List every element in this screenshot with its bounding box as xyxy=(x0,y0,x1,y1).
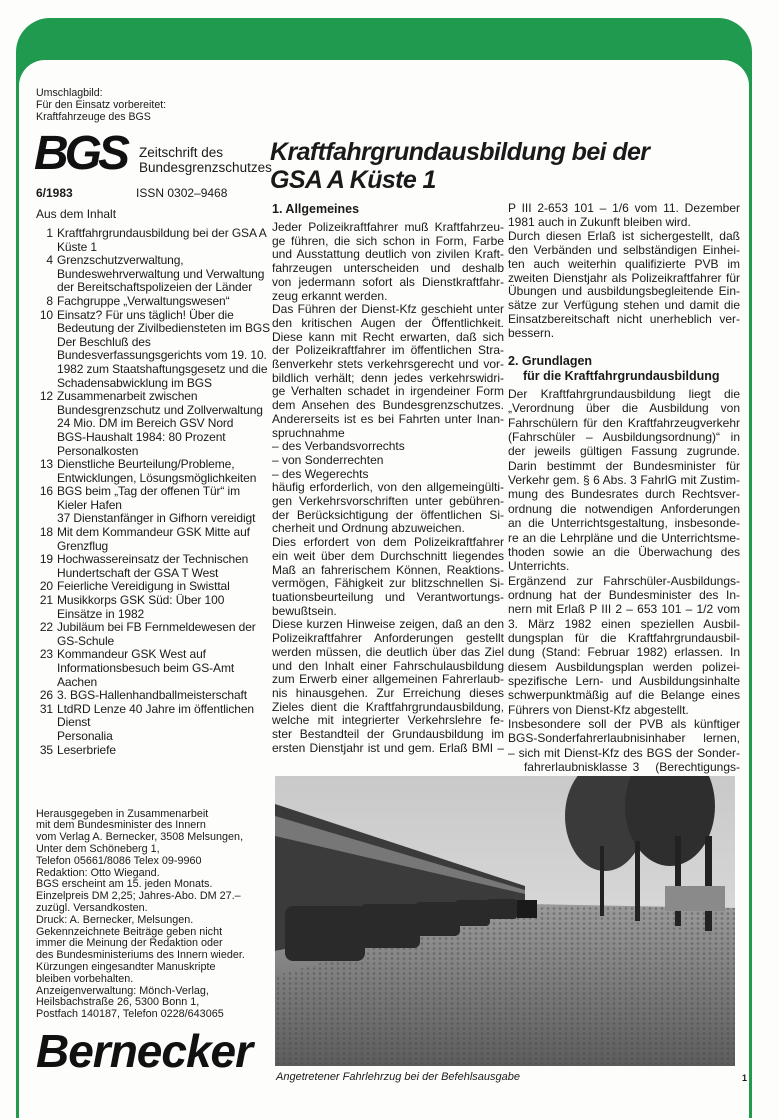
text-line: Unterrichts. xyxy=(508,559,570,574)
toc-item xyxy=(36,485,270,512)
toc-page-number: 19 xyxy=(39,552,53,567)
text-line: den Verbänden und selbständigen Einhei- xyxy=(508,242,740,257)
imprint-line: zuzügl. Versandkosten. xyxy=(36,902,148,915)
text-line: Der Kraftfahrgrundausbildung liegt die xyxy=(508,387,740,402)
toc-item xyxy=(36,254,270,295)
toc-item xyxy=(36,580,270,594)
issn: ISSN 0302–9468 xyxy=(136,186,228,200)
text-line: nis hinausgehen. Zur Erreichung dieses xyxy=(272,685,504,700)
toc-item-title: Dienstliche Beurteilung/Probleme, Entwicklungen, Lösungsmöglichkeiten xyxy=(57,457,257,485)
toc-item xyxy=(36,512,270,526)
toc-item-title: Einsatz? Für uns täglich! Über die Bedeutung der Zivilbediensteten im BGS xyxy=(57,307,270,336)
text-line: ster Bestandteil der Grundausbildung im xyxy=(272,727,504,742)
paragraph xyxy=(272,440,504,454)
toc-heading: Aus dem Inhalt xyxy=(36,207,117,221)
bgs-logo: BGS xyxy=(34,127,127,180)
text-line: fahrzeugen unterscheiden und deshalb xyxy=(272,261,504,276)
text-line: ordnung hat der Bundesminister des In- xyxy=(508,587,740,602)
text-line: Zieles dient die Kraftfahrgrundausbildung, xyxy=(272,699,504,714)
paragraph xyxy=(272,481,504,536)
text-line: werden müssen, die deutlich über das Ziel xyxy=(272,644,504,659)
text-line: Durch diesen Erlaß ist sichergestellt, daß xyxy=(508,228,740,243)
toc-page-number: 16 xyxy=(39,484,53,499)
text-line: – von Sonderrechten xyxy=(272,452,384,467)
toc-item xyxy=(36,295,270,309)
toc-item-title: Personalia xyxy=(57,728,113,743)
toc-item-title: 24 Mio. DM im Bereich GSV Nord xyxy=(57,416,234,431)
toc-item xyxy=(36,621,270,648)
text-line: re an die Lehrpläne und die Unterrichtsme- xyxy=(508,530,740,545)
text-line: Insbesondere soll der PVB als künftiger xyxy=(508,716,740,731)
text-line: zweiten Dienstjahr als Polizeikraftfahrer für xyxy=(508,270,740,285)
toc-page-number: 31 xyxy=(39,701,53,716)
text-line: – des Verbandsvorrechts xyxy=(272,439,405,454)
text-line: spezifische Lern- und Ausbildungsinhalte xyxy=(508,673,740,688)
text-line: fahrerlaubnisklasse 3 (Berechtigungs- xyxy=(508,760,740,774)
text-line: und den Inhalt einer Fahrschulausbildung xyxy=(272,658,504,673)
masthead-subtitle-line: Bundesgrenzschutzes xyxy=(139,159,272,175)
text-line: 3. März 1982 einen speziellen Ausbil- xyxy=(508,616,740,631)
paragraph xyxy=(272,221,504,303)
toc-item-title: Der Beschluß des Bundesverfassungsgerichts vom 19. 10. 1982 zum Staatshaftungsgesetz und die Schadensabwicklung im BGS xyxy=(57,334,268,390)
toc-item-title: Grenzschutzverwaltung, Bundeswehrverwaltung und Verwaltung der Bereitschaftspolizeien der Länder xyxy=(57,253,265,295)
imprint-line: vom Verlag A. Bernecker, 3508 Melsungen, xyxy=(36,831,244,844)
cover-note xyxy=(36,87,166,124)
toc-item xyxy=(36,227,270,254)
toc-item xyxy=(36,703,270,730)
text-line: nern mit Erlaß P III 2 – 653 101 – 1/2 vom xyxy=(508,602,740,617)
toc-page-number xyxy=(36,431,57,458)
imprint-line: Einzelpreis DM 2,25; Jahres-Abo. DM 27.– xyxy=(36,890,241,903)
toc-item xyxy=(36,417,270,431)
left-column xyxy=(36,227,270,1075)
toc-item xyxy=(36,431,270,458)
imprint-line: Heilsbachstraße 26, 5300 Bonn 1, xyxy=(36,996,200,1009)
cover-note-line: Kraftfahrzeuge des BGS xyxy=(36,111,151,124)
text-line: spruchnahme xyxy=(272,425,345,440)
toc-item-title: Kommandeur GSK West auf Informationsbesuch beim GS-Amt Aachen xyxy=(57,647,235,689)
text-line: Ergänzend zur Fahrschüler-Ausbildungs- xyxy=(508,573,740,588)
text-line: Führers von Dienst-Kfz abgestellt. xyxy=(508,702,689,717)
paragraph xyxy=(272,454,504,468)
text-line: der Berücksichtigung der öffentlichen Si- xyxy=(272,507,504,522)
text-line: Darin bestimmt der Bundesminister für xyxy=(508,458,740,473)
issue-number: 6/1983 xyxy=(36,186,73,200)
text-line: den kritischen Augen der Öffentlichkeit. xyxy=(272,315,504,330)
toc-item xyxy=(36,648,270,689)
imprint-line: Anzeigenverwaltung: Mönch-Verlag, xyxy=(36,984,209,997)
article-title-line: GSA A Küste 1 xyxy=(270,166,436,194)
imprint-line: Kürzungen eingesandter Manuskripte xyxy=(36,961,216,974)
article-title xyxy=(270,138,649,194)
column-body xyxy=(508,387,740,774)
text-line: Diese kurzen Hinweise zeigen, daß an den xyxy=(272,617,504,632)
toc-page-number: 21 xyxy=(39,593,53,608)
text-line: dungsplan für die Kraftfahrgrundausbil- xyxy=(508,630,740,645)
section-heading-line: 2. Grundlagen xyxy=(508,354,593,369)
text-line: Maß an fahrerischem Können, Reaktions- xyxy=(272,562,504,577)
section-heading xyxy=(508,354,740,384)
paragraph xyxy=(508,717,740,774)
toc-page-number: 4 xyxy=(46,253,53,268)
toc-page-number xyxy=(36,417,57,431)
text-line: von jedermann sofort als Dienstkraftfahr- xyxy=(272,274,504,289)
toc-item xyxy=(36,689,270,703)
text-line: 1981 auch in Zukunft bleiben wird. xyxy=(508,214,691,229)
text-line: sätze zur Verfügung stehen und damit die xyxy=(508,298,740,313)
paragraph xyxy=(272,618,504,755)
text-line: Fahrschülern für den Kraftfahrzeugverkehr xyxy=(508,415,740,430)
toc-page-number: 12 xyxy=(39,389,53,404)
imprint xyxy=(36,795,270,1021)
toc-item-title: Zusammenarbeit zwischen Bundesgrenzschutz und Zollverwaltung xyxy=(57,389,263,417)
imprint-line: Postfach 140187, Telefon 0228/643065 xyxy=(36,1008,224,1021)
photo-caption: Angetretener Fahrlehrzug bei der Befehlsausgabe xyxy=(276,1071,520,1083)
text-line: Dies erfordert von dem Polizeikraftfahrer xyxy=(272,535,504,550)
imprint-line: des Bundesministeriums des Innern wieder. xyxy=(36,949,245,962)
text-line: der jeweils gültigen Fassung zugrunde. xyxy=(508,444,740,459)
toc-page-number: 26 xyxy=(39,688,53,703)
text-line: Diese kann mit Recht erwarten, daß sich xyxy=(272,329,504,344)
imprint-line: mit dem Bundesminister des Innern xyxy=(36,819,206,832)
text-line: dung (Stand: Februar 1982) erlassen. In xyxy=(508,645,740,660)
toc-page-number: 18 xyxy=(39,525,53,540)
text-line: Polizeikraftfahrer Anforderungen gestellt xyxy=(272,631,504,646)
paragraph xyxy=(508,574,740,717)
toc-item-title: 3. BGS-Hallenhandballmeisterschaft xyxy=(57,688,248,703)
text-line: – sich mit Dienst-Kfz des BGS der Sonder- xyxy=(508,745,740,760)
toc-page-number xyxy=(36,730,57,744)
text-line: diesem Ausbildungsplan werden polizei- xyxy=(508,659,740,674)
article-photo xyxy=(275,776,735,1066)
paragraph xyxy=(272,536,504,618)
toc-item xyxy=(36,336,270,390)
text-line: der Polizeikraftfahrer im öffentlichen Stra- xyxy=(272,343,504,358)
text-line: vermögen, Fähigkeit zur blitzschnellen Si- xyxy=(272,576,504,591)
toc-page-number: 8 xyxy=(46,293,53,308)
article-column-2 xyxy=(508,202,740,774)
text-line: mung des Bundesrates durch Rechtsver- xyxy=(508,487,740,502)
imprint-line: immer die Meinung der Redaktion oder xyxy=(36,937,223,950)
text-line: häufig erforderlich, von den allgemeingülti- xyxy=(272,480,504,495)
toc-item xyxy=(36,390,270,417)
paragraph xyxy=(508,202,740,230)
cover-note-line: Für den Einsatz vorbereitet: xyxy=(36,99,167,112)
text-line: ersten Dienstjahr ist und gem. Erlaß BMI – xyxy=(272,740,504,755)
text-line: bessern. xyxy=(508,326,555,341)
toc-item xyxy=(36,458,270,485)
text-line: gen Verkehrsvorschriften unter gebühren- xyxy=(272,494,504,509)
toc-item-title: BGS-Haushalt 1984: 80 Prozent Personalkosten xyxy=(57,429,226,458)
text-line: Jeder Polizeikraftfahrer muß Kraftfahrzeu- xyxy=(272,220,504,234)
toc-item xyxy=(36,526,270,553)
imprint-line: bleiben vorbehalten. xyxy=(36,972,134,985)
text-line: – des Wegerechts xyxy=(272,466,369,481)
text-line: Verkehr gem. § 6 Abs. 3 FahrlG mit Zustim- xyxy=(508,473,740,488)
toc-item xyxy=(36,744,270,758)
section-heading: 1. Allgemeines xyxy=(272,202,360,216)
article-column-1 xyxy=(272,202,504,755)
text-line: ge Verhalten schadet in irgendeiner Form xyxy=(272,384,504,399)
toc-item-title: LtdRD Lenze 40 Jahre im öffentlichen Dienst xyxy=(57,701,254,730)
toc-page-number: 22 xyxy=(39,620,53,635)
article-title-line: Kraftfahrgrundausbildung bei der xyxy=(270,138,650,166)
imprint-line: Redaktion: Otto Wiegand. xyxy=(36,866,160,879)
toc-page-number: 35 xyxy=(39,742,53,757)
text-line: „Verordnung über die Ausbildung von xyxy=(508,401,740,416)
toc-item xyxy=(36,594,270,621)
toc-page-number: 20 xyxy=(39,579,53,594)
toc-item-title: 37 Dienstanfänger in Gifhorn vereidigt xyxy=(57,511,256,526)
toc-page-number: 10 xyxy=(39,307,53,322)
text-line: schwerpunktmäßig auf die Belange eines xyxy=(508,688,740,703)
imprint-line: Unter dem Schöneberg 1, xyxy=(36,843,160,856)
toc-page-number xyxy=(36,512,57,526)
text-line: Andererseits ist es bei Fahrten unter Inan- xyxy=(272,411,504,426)
text-line: Einsatzbereitschaft nicht unerheblich ver- xyxy=(508,312,740,327)
toc-item-title: Kraftfahrgrundausbildung bei der GSA A Küste 1 xyxy=(57,226,267,254)
text-line: an die Unterrichtsgestaltung, insbesonde- xyxy=(508,516,740,531)
text-line: und Ausstattung deutlich von zivilen Kraft- xyxy=(272,247,504,262)
text-line: P III 2-653 101 – 1/6 vom 11. Dezember xyxy=(508,201,740,215)
text-line: zeug erkannt werden. xyxy=(272,288,388,303)
cover-note-line: Umschlagbild: xyxy=(36,87,103,99)
toc-page-number: 13 xyxy=(39,457,53,472)
page-number: 1 xyxy=(742,1073,748,1083)
paragraph xyxy=(508,230,740,341)
text-line: bildlich verhält; denn jedes verkehrswidri- xyxy=(272,370,504,385)
toc-item-title: Hochwassereinsatz der Technischen Hundertschaft der GSA T West xyxy=(57,552,249,580)
text-line: Übungen und ausbildungsbegleitende Ein- xyxy=(508,284,740,299)
paragraph xyxy=(272,303,504,440)
text-line: BGS-Sonderfahrerlaubnisinhaber lernen, xyxy=(508,731,740,746)
toc-item xyxy=(36,309,270,336)
text-line: cherheit und Ordnung abzuweichen. xyxy=(272,521,465,536)
text-line: thoden sowie an die Überwachung des xyxy=(508,544,740,559)
paragraph xyxy=(508,387,740,573)
imprint-line: Druck: A. Bernecker, Melsungen. xyxy=(36,913,194,926)
section-heading-line: für die Kraftfahrgrundausbildung xyxy=(523,369,720,384)
text-line: bewußtsein. xyxy=(272,603,337,618)
toc-item-title: Musikkorps GSK Süd: Über 100 Einsätze in 1982 xyxy=(57,593,225,621)
toc-page-number: 23 xyxy=(39,647,53,662)
text-line: tuationsbeurteilung und Verantwortungs- xyxy=(272,589,504,604)
toc-item xyxy=(36,553,270,580)
text-line: ein weit über dem Durchschnitt liegendes xyxy=(272,548,504,563)
bernecker-logo: Bernecker xyxy=(36,1025,253,1077)
text-line: welche mit integrierter Verkehrslehre fe- xyxy=(272,713,504,728)
toc-page-number: 1 xyxy=(46,226,53,240)
toc-item-title: Jubiläum bei FB Fernmeldewesen der GS-Schule xyxy=(57,620,256,648)
toc-item-title: Leserbriefe xyxy=(57,742,116,757)
toc-item xyxy=(36,730,270,744)
text-line: (Fahrschüler – Ausbildungsordnung)“ in xyxy=(508,430,740,445)
masthead-subtitle xyxy=(139,146,272,175)
toc-item-title: Feierliche Vereidigung in Swisttal xyxy=(57,579,230,594)
column-body xyxy=(508,202,740,341)
text-line: ßenverkehr stets verkehrsgerecht und vor- xyxy=(272,357,504,372)
column-body xyxy=(272,221,504,755)
text-line: zum Erwerb einer allgemeinen Fahrerlaub- xyxy=(272,672,504,687)
toc-item-title: Mit dem Kommandeur GSK Mitte auf Grenzflug xyxy=(57,525,250,553)
text-line: ordnung die notwendigen Anforderungen xyxy=(508,501,740,516)
text-line: dem Ansehen des Bundesgrenzschutzes. xyxy=(272,398,504,413)
toc-page-number xyxy=(36,336,57,390)
imprint-line: Gekennzeichnete Beiträge geben nicht xyxy=(36,925,223,938)
masthead-subtitle-line: Zeitschrift des xyxy=(139,145,224,160)
table-of-contents xyxy=(36,227,270,757)
text-line: ten auch weiterhin qualifizierte PVB im xyxy=(508,256,740,271)
imprint-line: Herausgegeben in Zusammenarbeit xyxy=(36,807,209,820)
paragraph xyxy=(272,468,504,482)
imprint-line: BGS erscheint am 15. jeden Monats. xyxy=(36,878,213,891)
text-line: ge führen, die sich schon in Form, Farbe xyxy=(272,233,504,248)
toc-item-title: Fachgruppe „Verwaltungswesen“ xyxy=(57,293,230,308)
text-line: Das Führen der Dienst-Kfz geschieht unter xyxy=(272,302,504,317)
imprint-line: Telefon 05661/8086 Telex 09-9960 xyxy=(36,854,202,867)
toc-item-title: BGS beim „Tag der offenen Tür“ im Kieler Hafen xyxy=(57,484,241,512)
